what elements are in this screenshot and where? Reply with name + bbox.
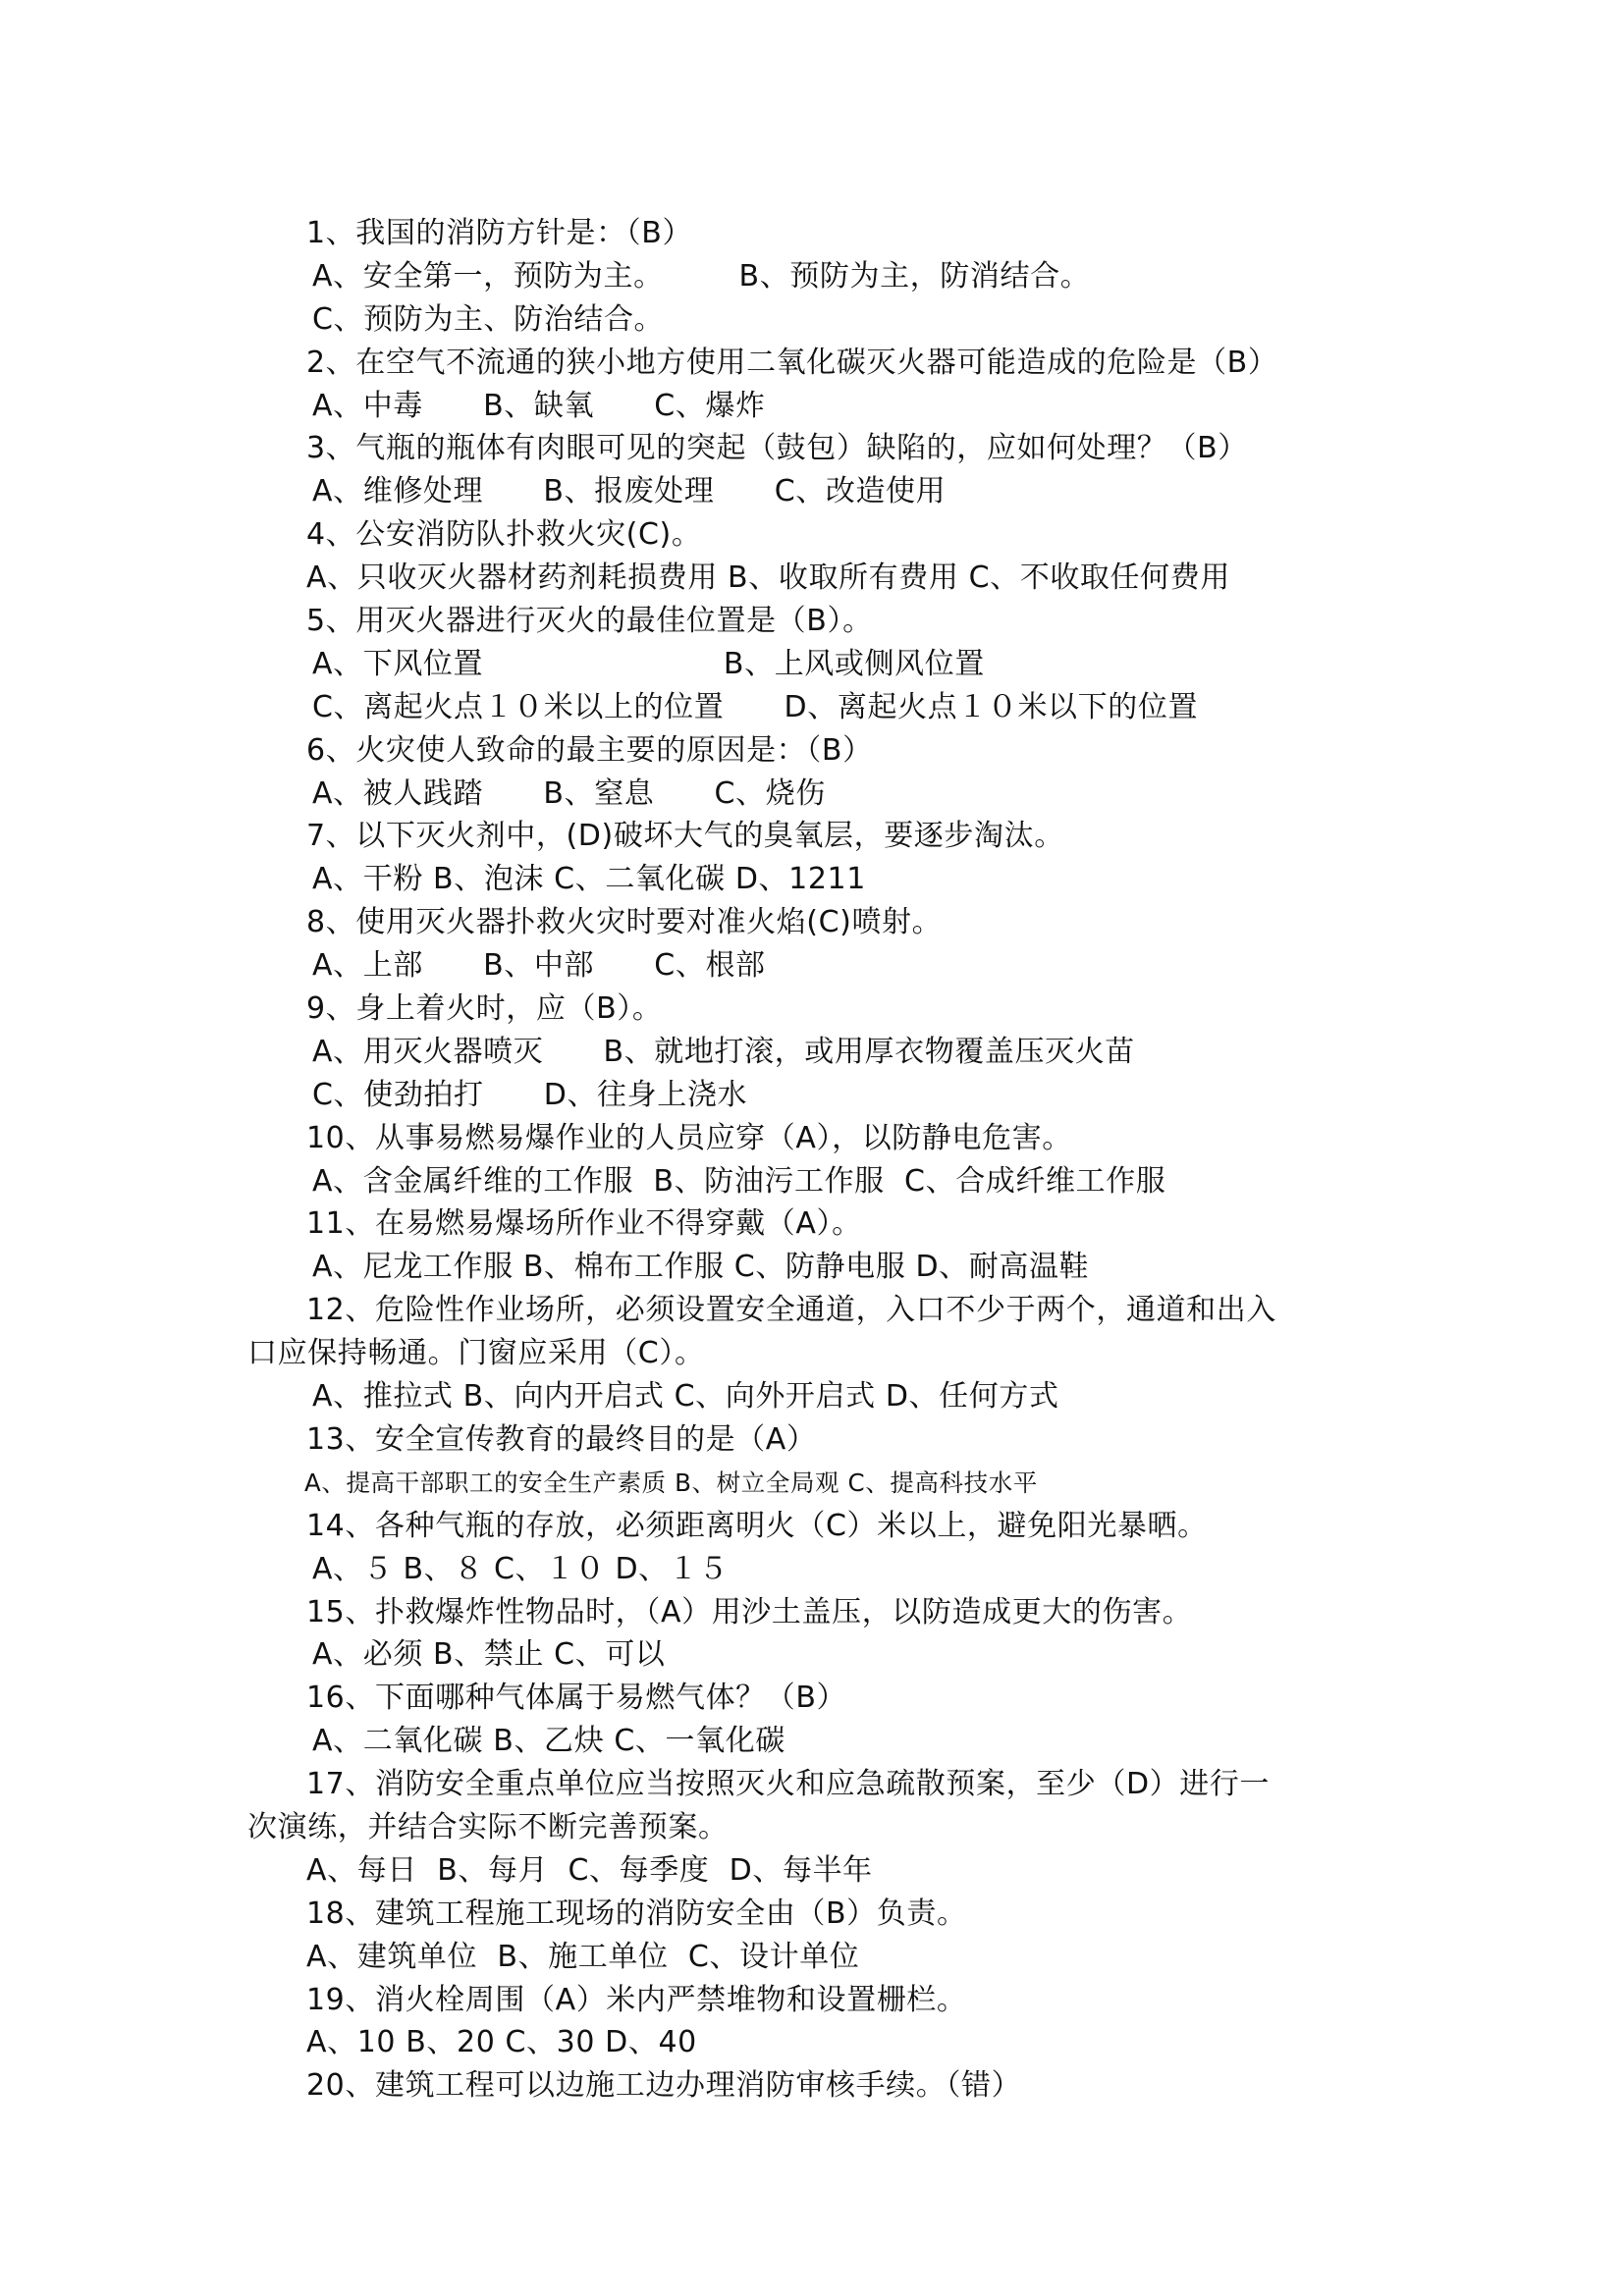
question-7-options: A、干粉 B、泡沫 C、二氧化碳 D、1211 [312,862,866,897]
question-10-options: A、含金属纤维的工作服 B、防油污工作服 C、合成纤维工作服 [312,1163,1166,1199]
question-5-options: A、下风位置 B、上风或侧风位置 [312,646,985,681]
question-13: 13、安全宣传教育的最终目的是（A） [306,1421,817,1457]
question-11-options: A、尼龙工作服 B、棉布工作服 C、防静电服 D、耐高温鞋 [312,1250,1090,1285]
question-9-options: A、用灭火器喷灭 B、就地打滚，或用厚衣物覆盖压灭火苗 [312,1034,1135,1069]
question-list [247,212,1406,2108]
question-12-options: A、推拉式 B、向内开启式 C、向外开启式 D、任何方式 [312,1379,1059,1415]
question-18: 18、建筑工程施工现场的消防安全由（B）负责。 [306,1896,967,1931]
question-10: 10、从事易燃易爆作业的人员应穿（A），以防静电危害。 [306,1120,1072,1155]
question-2-options: A、中毒 B、缺氧 C、爆炸 [312,388,766,423]
question-17-continued: 次演练，并结合实际不断完善预案。 [247,1809,729,1844]
question-14-options: A、５ B、８ C、１０ D、１５ [312,1551,729,1586]
question-15: 15、扑救爆炸性物品时，（A）用沙土盖压，以防造成更大的伤害。 [306,1594,1193,1629]
question-12-continued: 口应保持畅通。门窗应采用（C）。 [247,1336,705,1371]
question-6-options: A、被人践踏 B、窒息 C、烧伤 [312,775,826,811]
question-19-options: A、10 B、20 C、30 D、40 [306,2025,697,2060]
question-17-options: A、每日 B、每月 C、每季度 D、每半年 [306,1852,873,1888]
question-20: 20、建筑工程可以边施工边办理消防审核手续。（错） [306,2068,1022,2104]
question-19: 19、消火栓周围（A）米内严禁堆物和设置栅栏。 [306,1982,967,2017]
question-4: 4、公安消防队扑救火灾(C)。 [306,517,702,553]
question-1: 1、我国的消防方针是：（B） [306,216,693,250]
question-7: 7、以下灭火剂中，(D)破坏大气的臭氧层，要逐步淘汰。 [306,819,1064,854]
question-8-options: A、上部 B、中部 C、根部 [312,948,766,984]
question-17: 17、消防安全重点单位应当按照灭火和应急疏散预案，至少（D）进行一 [306,1767,1271,1802]
question-14: 14、各种气瓶的存放，必须距离明火（C）米以上，避免阳光暴晒。 [306,1508,1208,1543]
question-5: 5、用灭火器进行灭火的最佳位置是（B）。 [306,604,873,639]
question-12: 12、危险性作业场所，必须设置安全通道，入口不少于两个，通道和出入 [306,1293,1276,1328]
question-13-options: A、提高干部职工的安全生产素质 B、树立全局观 C、提高科技水平 [304,1468,1038,1497]
question-2: 2、在空气不流通的狭小地方使用二氧化碳灭火器可能造成的危险是（B） [306,345,1278,380]
question-11: 11、在易燃易爆场所作业不得穿戴（A）。 [306,1206,862,1242]
question-16-options: A、二氧化碳 B、乙炔 C、一氧化碳 [312,1724,785,1759]
question-1-options-2: C、预防为主、防治结合。 [312,301,665,337]
question-18-options: A、建筑单位 B、施工单位 C、设计单位 [306,1939,860,1974]
question-16: 16、下面哪种气体属于易燃气体？（B） [306,1681,847,1716]
question-9: 9、身上着火时，应（B）。 [306,991,663,1027]
question-5-options-2: C、离起火点１０米以上的位置 D、离起火点１０米以下的位置 [312,689,1199,724]
question-8: 8、使用灭火器扑救火灾时要对准火焰(C)喷射。 [306,905,943,940]
question-3-options: A、维修处理 B、报废处理 C、改造使用 [312,474,947,509]
question-1-options: A、安全第一，预防为主。 B、预防为主，防消结合。 [312,258,1091,294]
question-4-options: A、只收灭火器材药剂耗损费用 B、收取所有费用 C、不收取任何费用 [306,561,1230,596]
question-6: 6、火灾使人致命的最主要的原因是：（B） [306,732,873,768]
question-3: 3、气瓶的瓶体有肉眼可见的突起（鼓包）缺陷的，应如何处理？（B） [306,431,1248,466]
question-9-options-2: C、使劲拍打 D、往身上浇水 [312,1077,748,1112]
question-15-options: A、必须 B、禁止 C、可以 [312,1637,666,1673]
